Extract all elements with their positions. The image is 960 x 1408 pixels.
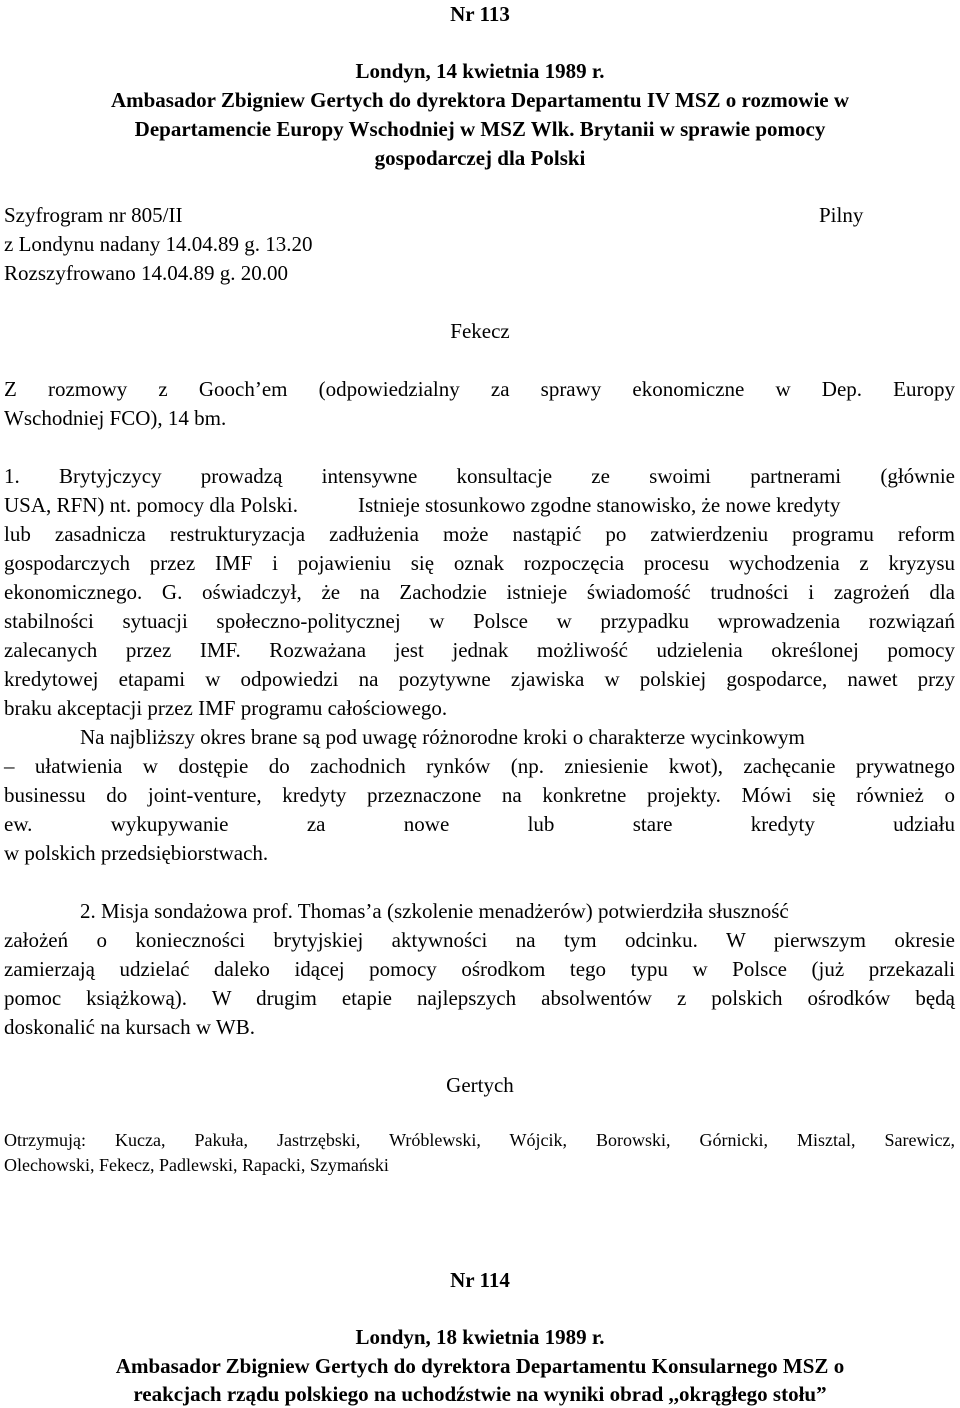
signature: Gertych: [446, 1073, 514, 1097]
paragraph-1b-line: – ułatwienia w dostępie do zachodnich rynków (np. zniesienie kwot), zachęcanie prywatnego: [4, 754, 955, 778]
document-title-line-2: Departamencie Europy Wschodniej w MSZ Wlk. Brytanii w sprawie pomocy: [134, 117, 826, 141]
paragraph-2-line-1: 2. Misja sondażowa prof. Thomas’a (szkolenie menadżerów) potwierdziła słuszność: [80, 899, 789, 923]
paragraph-1-line-2-start: USA, RFN) nt. pomocy dla Polski.: [4, 493, 299, 517]
addressee: Fekecz: [450, 319, 510, 343]
place-date-next: Londyn, 18 kwietnia 1989 r.: [355, 1325, 605, 1349]
paragraph-2-line: doskonalić na kursach w WB.: [4, 1015, 255, 1039]
paragraph-1-line: stabilności sytuacji społeczno-politycznej w Polsce w przypadku wprowadzenia rozwiązań: [4, 609, 955, 633]
document-number-next: Nr 114: [450, 1268, 510, 1292]
intro-line-2: Wschodniej FCO), 14 bm.: [4, 406, 227, 430]
paragraph-2-line: pomoc książkową). W drugim etapie najlepszych absolwentów z polskich ośrodków będą: [4, 986, 955, 1010]
intro-line-1: Z rozmowy z Gooch’em (odpowiedzialny za sprawy ekonomiczne w Dep. Europy: [4, 377, 955, 401]
paragraph-1b-line-1: Na najbliższy okres brane są pod uwagę różnorodne kroki o charakterze wycinkowym: [80, 725, 805, 749]
document-number: Nr 113: [450, 2, 510, 26]
paragraph-1-line: braku akceptacji przez IMF programu całościowego.: [4, 696, 448, 720]
recipients-line-2: Olechowski, Fekecz, Padlewski, Rapacki, Szymański: [4, 1155, 389, 1175]
paragraph-1-line: ekonomicznego. G. oświadczył, że na Zachodzie istnieje świadomość trudności i zagrożeń dla: [4, 580, 955, 604]
paragraph-1-line: zalecanych przez IMF. Rozważana jest jednak możliwość udzielenia określonej pomocy: [4, 638, 955, 662]
paragraph-1b-line: businessu do joint-venture, kredyty przeznaczone na konkretne projekty. Mówi się również o: [4, 783, 955, 807]
recipients-line-1: Otrzymują: Kucza, Pakuła, Jastrzębski, Wróblewski, Wójcik, Borowski, Górnicki, Misztal, Sarewicz,: [4, 1130, 955, 1150]
cipher-number: Szyfrogram nr 805/II: [4, 203, 183, 227]
sent-time: z Londynu nadany 14.04.89 g. 13.20: [4, 232, 313, 256]
place-date: Londyn, 14 kwietnia 1989 r.: [355, 59, 605, 83]
paragraph-1-line: gospodarczych przez IMF i pojawieniu się oznak rozpoczęcia procesu wychodzenia z kryzysu: [4, 551, 955, 575]
priority-label: Pilny: [819, 203, 864, 227]
paragraph-1-line-2-end: Istnieje stosunkowo zgodne stanowisko, że nowe kredyty: [358, 493, 841, 517]
paragraph-1-line: kredytowej etapami w odpowiedzi na pozytywne zjawiska w polskiej gospodarce, nawet przy: [4, 667, 955, 691]
paragraph-1-line: lub zasadnicza restrukturyzacja zadłużenia może nastąpić po zatwierdzeniu programu reform: [4, 522, 955, 546]
document-title-line-3: gospodarczej dla Polski: [374, 146, 586, 170]
document-title-line-1: Ambasador Zbigniew Gertych do dyrektora Departamentu IV MSZ o rozmowie w: [110, 88, 850, 112]
paragraph-2-line: założeń o konieczności brytyjskiej aktywności na tym odcinku. W pierwszym okresie: [4, 928, 955, 952]
paragraph-1b-line: w polskich przedsiębiorstwach.: [4, 841, 269, 865]
decoded-time: Rozszyfrowano 14.04.89 g. 20.00: [4, 261, 289, 285]
paragraph-1b-line: ew. wykupywanie za nowe lub stare kredyty udziału: [4, 812, 955, 836]
document-title-next-line-1: Ambasador Zbigniew Gertych do dyrektora Departamentu Konsularnego MSZ o: [115, 1354, 845, 1378]
paragraph-1-line-1: 1. Brytyjczycy prowadzą intensywne konsultacje ze swoimi partnerami (głównie: [4, 464, 955, 488]
paragraph-2-line: zamierzają udzielać daleko idącej pomocy ośrodkom tego typu w Polsce (już przekazali: [4, 957, 955, 981]
document-title-next-line-2: reakcjach rządu polskiego na uchodźstwie na wyniki obrad ,,okrągłego stołu”: [133, 1382, 827, 1406]
